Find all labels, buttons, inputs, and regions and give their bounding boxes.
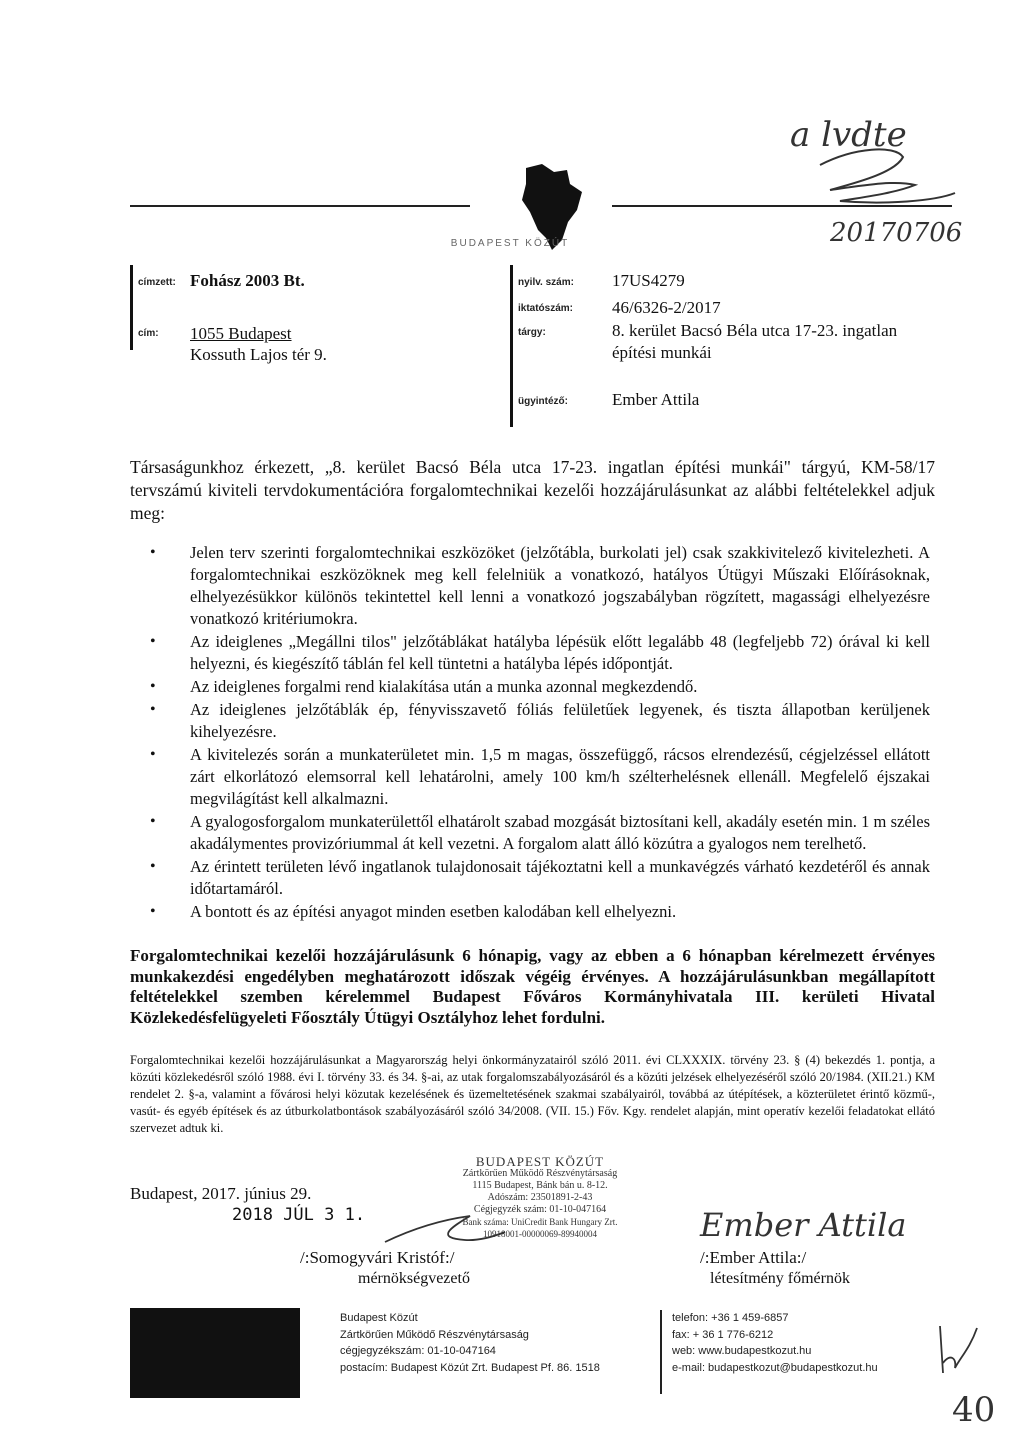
right-signatory-title: létesítmény főmérnök xyxy=(710,1270,850,1287)
recipient-bar xyxy=(130,265,133,350)
subject-line2: építési munkái xyxy=(612,343,712,362)
officer-label: ügyintéző: xyxy=(518,396,568,407)
address-label: cím: xyxy=(138,328,159,339)
received-stamp-date: 2018 JÚL 3 1. xyxy=(232,1205,366,1225)
validity-paragraph: Forgalomtechnikai kezelői hozzájárulásunk 6 hónapig, vagy az ebben a 6 hónapban kérelmezett érvényes munkakezdési engedélyben meghatározott időszak végéig érvényes. A hozzájárulásunkban megállapított feltételekkel szemben kérelemmel Budapest Főváros Kormányhivatala III. kerületi Hivatal Közlekedésfelügyeleti Főosztály Útügyi Osztályhoz lehet fordulni. xyxy=(130,946,935,1027)
recipient-name: Fohász 2003 Bt. xyxy=(190,271,305,290)
condition-item: • Az ideiglenes „Megállni tilos" jelzőtáblákat hatályba lépésük előtt legalább 48 (legfeljebb 72) órával ki kell helyezni, és kiegészítő táblán fel kell tüntetni a hatályba lépés időpontját. xyxy=(150,631,930,675)
condition-item: • Az ideiglenes jelzőtáblák ép, fényvisszavető fóliás felületűek legyenek, és tiszta állapotban kerüljenek kihelyezésre. xyxy=(150,699,930,743)
reg-no-label: nyilv. szám: xyxy=(518,277,574,288)
footer-phone: telefon: +36 1 459-6857 xyxy=(672,1312,789,1324)
condition-item: • A gyalogosforgalom munkaterülettől elhatárolt szabad mozgását biztosítani kell, akadály esetén min. 1 m széles akadálymentes provizóriummal át kell vezetni. A forgalom alatt álló közútra a gyalogos nem terelhető. xyxy=(150,811,930,855)
right-signature: Ember Attila xyxy=(700,1206,907,1244)
condition-item: • Jelen terv szerinti forgalomtechnikai eszközöket (jelzőtábla, burkolati jel) csak szakkivitelező kivitelezheti. A forgalomtechnikai eszközöknek meg kell felelniük a vonatkozó, hatályos Útügyi Műszaki Előírásoknak, elhelyezésükkor különös tekintettel kell lenni a vonatkozó jogszabályban rögzített, magassági elhelyezésre vonatkozó kritériumokra. xyxy=(150,542,930,630)
footer-company-form: Zártkörűen Működő Részvénytársaság xyxy=(340,1328,529,1341)
legal-basis: Forgalomtechnikai kezelői hozzájárulásunkat a Magyarország helyi önkormányzatairól szóló 2011. évi CLXXXIX. törvény 23. § (4) bekezdés 1. pontja, a közúti közlekedésről szóló 1988. évi I. törvény 33. és 34. §-ai, az utak forgalomszabályozásáról és a közúti jelzések elhelyezéséről szóló 20/1984. (XII.21.) KM rendelet 2. §-a, valamint a fővárosi helyi közutak kezelésének és üzemeltetésének szakmai szabályairól, továbbá az útépítések, a közterületet érintő közmű-, vasút- és egyéb építések és az útburkolatbontások szabályozásáról szóló 34/2008. (VII. 15.) Főv. Kgy. rendelet alapján, mint operatív kezelői feladatokat ellátó szervezet adtuk ki. xyxy=(130,1053,935,1135)
footer-registry: cégjegyzékszám: 01-10-047164 xyxy=(340,1345,496,1357)
officer-name: Ember Attila xyxy=(612,390,700,409)
stamp-line: 10918001-00000069-89940004 xyxy=(483,1229,597,1239)
stamp-line: Zártkörűen Működő Részvénytársaság xyxy=(462,1168,618,1179)
margin-initials xyxy=(925,1318,985,1388)
place-date: Budapest, 2017. június 29. xyxy=(130,1184,312,1203)
stamp-line: Bank száma: UniCredit Bank Hungary Zrt. xyxy=(462,1217,618,1227)
condition-item: • A bontott és az építési anyagot minden esetben kalodában kell elhelyezni. xyxy=(150,901,930,923)
stamp-line: BUDAPEST KÖZÚT xyxy=(475,1154,605,1169)
subject-line1: 8. kerület Bacsó Béla utca 17-23. ingatlan xyxy=(612,321,898,340)
footer-fax: fax: + 36 1 776-6212 xyxy=(672,1328,774,1341)
address-line2: Kossuth Lajos tér 9. xyxy=(190,345,327,364)
address-line1: 1055 Budapest xyxy=(190,324,292,343)
intro-paragraph: Társaságunkhoz érkezett, „8. kerület Bacsó Béla utca 17-23. ingatlan építési munkái" tárgyú, KM-58/17 tervszámú kiviteli tervdokumentációra forgalomtechnikai kezelői hozzájárulásunkat az alábbi feltételekkel adjuk meg: xyxy=(130,457,935,523)
reg-no: 17US4279 xyxy=(612,271,685,290)
footer-contact xyxy=(672,1310,878,1376)
handwritten-initials xyxy=(745,135,965,220)
footer-web: web: www.budapestkozut.hu xyxy=(672,1345,812,1357)
header-rule-right xyxy=(612,205,952,207)
reference-bar xyxy=(510,265,513,427)
condition-item: • A kivitelezés során a munkaterületet min. 1,5 m magas, összefüggő, rácsos elrendezésű, cégjelzéssel ellátott zárt elkorlátozó elemsorral kell lehatárolni, amely 100 km/h szélterhelésnek ellenáll. Megfelelő éjszakai megvilágítást kell alkalmazni. xyxy=(150,744,930,810)
footer-company-name: Budapest Közút xyxy=(340,1312,418,1324)
redacted-block xyxy=(130,1308,300,1398)
handwritten-note: a lvdte xyxy=(790,115,907,155)
logo-caption: BUDAPEST KÖZÚT xyxy=(450,238,570,249)
stamp-line: Cégjegyzék szám: 01-10-047164 xyxy=(473,1204,607,1215)
right-signatory-name: /:Ember Attila:/ xyxy=(700,1248,807,1267)
handwritten-date: 20170706 xyxy=(830,218,963,248)
page-number: 40 xyxy=(952,1390,996,1430)
footer-divider xyxy=(660,1310,662,1394)
subject-label: tárgy: xyxy=(518,327,546,338)
footer-company xyxy=(340,1310,600,1376)
stamp-line: Adószám: 23501891-2-43 xyxy=(487,1192,593,1203)
recipient-label: címzett: xyxy=(138,277,176,288)
footer-postal: postacím: Budapest Közút Zrt. Budapest Pf. 86. 1518 xyxy=(340,1361,600,1374)
conditions-list xyxy=(150,542,930,924)
file-no: 46/6326-2/2017 xyxy=(612,298,721,317)
footer-email: e-mail: budapestkozut@budapestkozut.hu xyxy=(672,1361,878,1374)
header-rule-left xyxy=(130,205,470,207)
condition-item: • Az érintett területen lévő ingatlanok tulajdonosait tájékoztatni kell a munkavégzés várható kezdetéről és annak időtartamáról. xyxy=(150,856,930,900)
stamp-line: 1115 Budapest, Bánk bán u. 8-12. xyxy=(472,1180,608,1191)
left-signatory-title: mérnökségvezető xyxy=(358,1270,470,1287)
file-no-label: iktatószám: xyxy=(518,303,574,314)
condition-item: • Az ideiglenes forgalmi rend kialakítása után a munka azonnal megkezdendő. xyxy=(150,676,930,698)
left-signatory-name: /:Somogyvári Kristóf:/ xyxy=(300,1248,455,1267)
left-signature xyxy=(380,1210,510,1250)
